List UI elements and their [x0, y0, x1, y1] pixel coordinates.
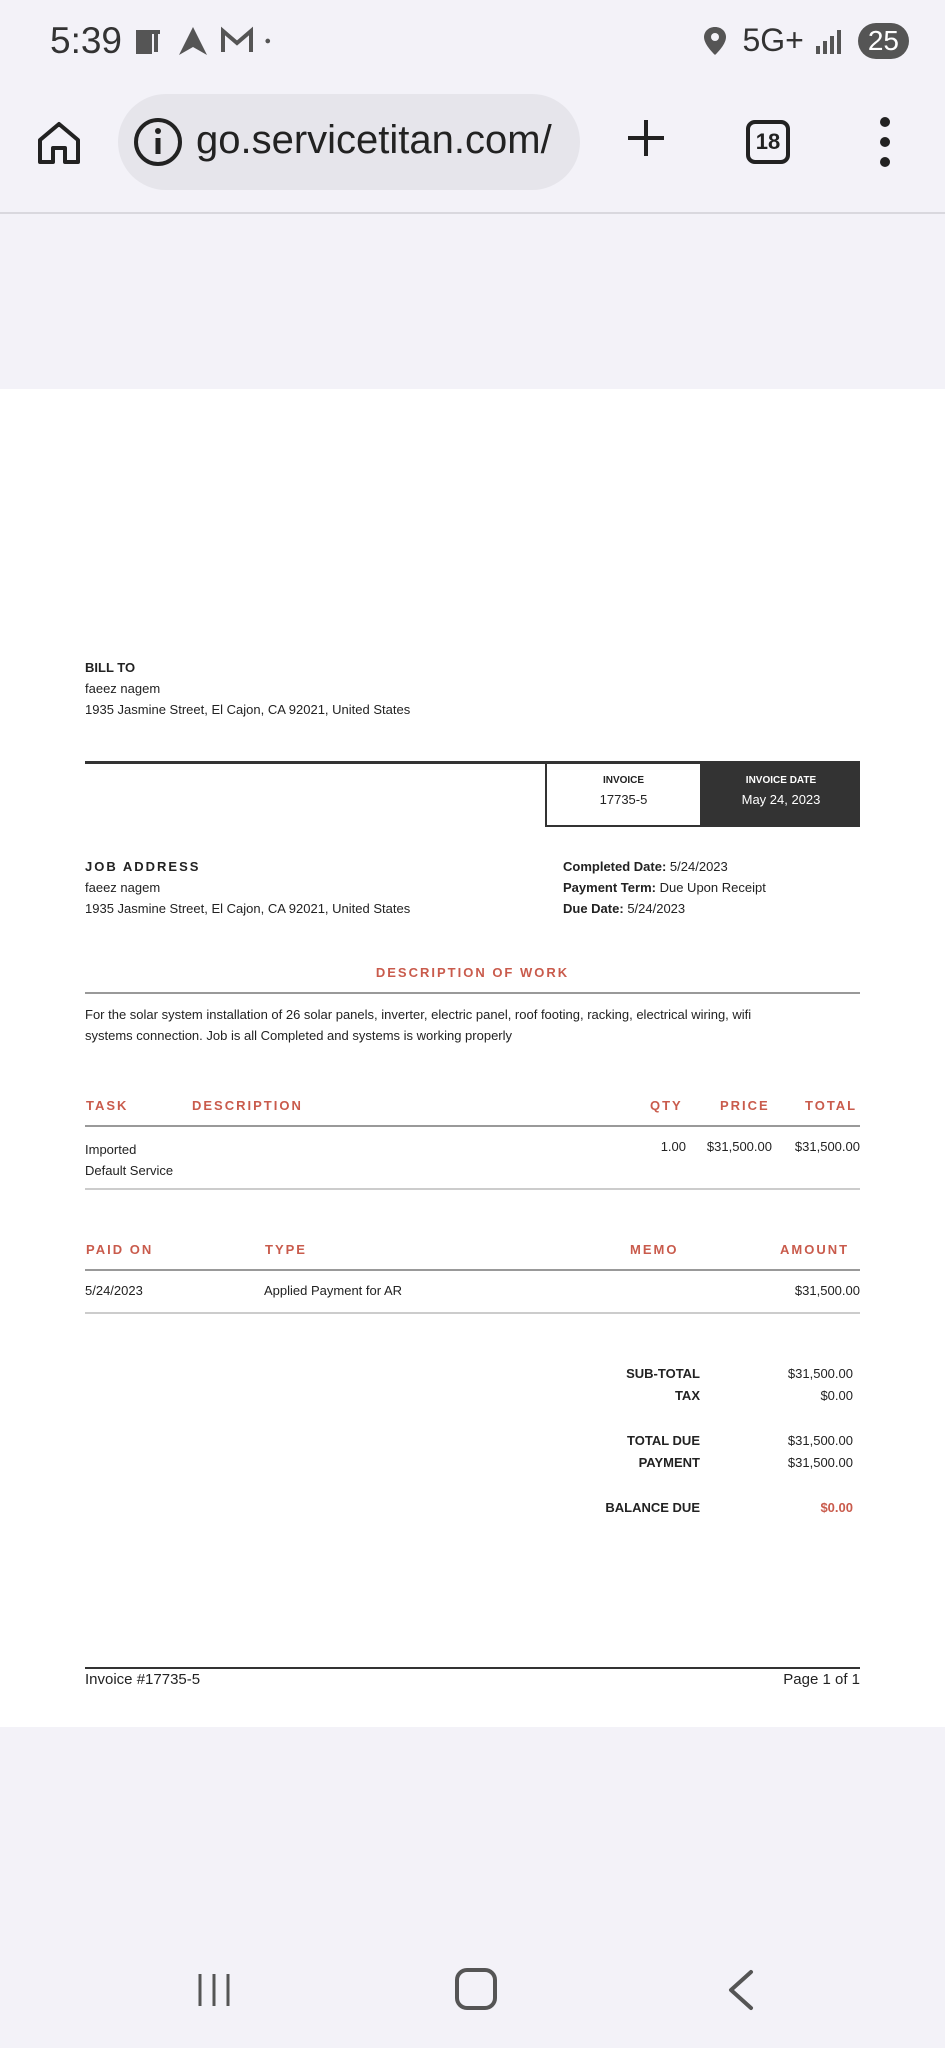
- recent-apps-icon[interactable]: [194, 1970, 234, 2010]
- tax-label: TAX: [674, 1388, 700, 1403]
- browser-toolbar: [0, 92, 945, 212]
- invoice-number-label: INVOICE: [602, 775, 645, 786]
- description-of-work-heading: DESCRIPTION OF WORK: [375, 965, 570, 980]
- footer-invoice-number: Invoice #17735-5: [85, 1671, 201, 1688]
- description-of-work-text: [85, 1004, 860, 1046]
- job-meta-section: [563, 856, 766, 919]
- footer-divider: [85, 1667, 860, 1669]
- notification-icons: [132, 24, 280, 58]
- completed-date-label: Completed Date:: [563, 859, 667, 874]
- divider: [85, 1312, 860, 1314]
- invoice-date-box: [702, 764, 860, 827]
- description-col-header: DESCRIPTION: [192, 1098, 303, 1113]
- arrow-notification-icon: [176, 24, 210, 58]
- description-line: For the solar system installation of 26 solar panels, inverter, electric panel, roof footing, racking, electrical wiring, wifi: [85, 1007, 752, 1022]
- divider: [85, 1188, 860, 1190]
- task-qty: 1.00: [660, 1139, 686, 1154]
- payment-value: $31,500.00: [787, 1455, 853, 1470]
- tab-switcher-button[interactable]: 18: [746, 120, 790, 164]
- divider: [85, 1125, 860, 1127]
- toolbar-divider: [0, 212, 945, 214]
- total-due-label: TOTAL DUE: [627, 1433, 700, 1448]
- bill-to-address: 1935 Jasmine Street, El Cajon, CA 92021, United States: [85, 702, 411, 717]
- location-icon: [698, 24, 732, 58]
- gmail-icon: [220, 24, 254, 58]
- dot-icon: [264, 24, 280, 58]
- payment-label: PAYMENT: [638, 1455, 700, 1470]
- subtotal-value: $31,500.00: [787, 1366, 853, 1381]
- address-bar[interactable]: [118, 94, 580, 190]
- clock: 5:39: [50, 20, 123, 61]
- description-line: systems connection. Job is all Completed and systems is working properly: [85, 1028, 513, 1043]
- memo-col-header: MEMO: [630, 1242, 679, 1257]
- back-icon[interactable]: [725, 1968, 757, 2012]
- job-address-heading: JOB ADDRESS: [85, 859, 201, 874]
- home-icon[interactable]: [34, 118, 84, 168]
- balance-due-label: BALANCE DUE: [605, 1500, 700, 1515]
- invoice-number-box: [545, 764, 702, 827]
- job-address-section: [85, 856, 410, 919]
- due-date-label: Due Date:: [563, 901, 624, 916]
- due-date: 5/24/2023: [627, 901, 686, 916]
- subtotal-label: SUB-TOTAL: [626, 1366, 700, 1381]
- divider: [85, 1269, 860, 1271]
- qty-col-header: QTY: [650, 1098, 683, 1113]
- status-bar: [0, 0, 945, 90]
- home-nav-button[interactable]: [455, 1968, 497, 2010]
- bill-to-section: [85, 657, 410, 720]
- task-price: $31,500.00: [706, 1139, 772, 1154]
- url-text[interactable]: go.servicetitan.com/: [196, 118, 552, 162]
- completed-date: 5/24/2023: [669, 859, 728, 874]
- total-col-header: TOTAL: [805, 1098, 858, 1113]
- bill-to-name: faeez nagem: [85, 681, 161, 696]
- invoice-number: 17735-5: [599, 792, 648, 807]
- app-notification-icon: [132, 24, 166, 58]
- battery-indicator: 25: [858, 23, 909, 59]
- paid-on-col-header: PAID ON: [86, 1242, 154, 1257]
- total-due-value: $31,500.00: [787, 1433, 853, 1448]
- table-row: [85, 1139, 173, 1181]
- invoice-header-bar: [85, 761, 860, 827]
- task-name: Imported: [85, 1142, 137, 1157]
- invoice-date-label: INVOICE DATE: [745, 775, 817, 786]
- payment-term-label: Payment Term:: [563, 880, 656, 895]
- payment-date: 5/24/2023: [85, 1283, 143, 1298]
- site-info-icon[interactable]: [132, 116, 184, 168]
- new-tab-icon[interactable]: [620, 112, 672, 164]
- balance-due-value: $0.00: [820, 1500, 853, 1515]
- task-total: $31,500.00: [794, 1139, 860, 1154]
- signal-icon: [814, 24, 848, 58]
- job-address-name: faeez nagem: [85, 880, 161, 895]
- amount-col-header: AMOUNT: [780, 1242, 850, 1257]
- payment-amount: $31,500.00: [794, 1283, 860, 1298]
- task-detail: Default Service: [85, 1163, 174, 1178]
- footer-page-number: Page 1 of 1: [783, 1671, 860, 1688]
- more-menu-icon[interactable]: [868, 114, 902, 170]
- price-col-header: PRICE: [720, 1098, 770, 1113]
- invoice-date: May 24, 2023: [741, 792, 821, 807]
- payment-type: Applied Payment for AR: [264, 1283, 403, 1298]
- type-col-header: TYPE: [265, 1242, 307, 1257]
- bill-to-heading: BILL TO: [85, 660, 136, 675]
- task-col-header: TASK: [86, 1098, 129, 1113]
- divider: [85, 992, 860, 994]
- system-nav-bar: [0, 1940, 945, 2040]
- tax-value: $0.00: [820, 1388, 853, 1403]
- payment-term: Due Upon Receipt: [659, 880, 766, 895]
- invoice-page: [0, 389, 945, 1727]
- job-address-address: 1935 Jasmine Street, El Cajon, CA 92021, United States: [85, 901, 411, 916]
- network-type: 5G+: [742, 22, 804, 58]
